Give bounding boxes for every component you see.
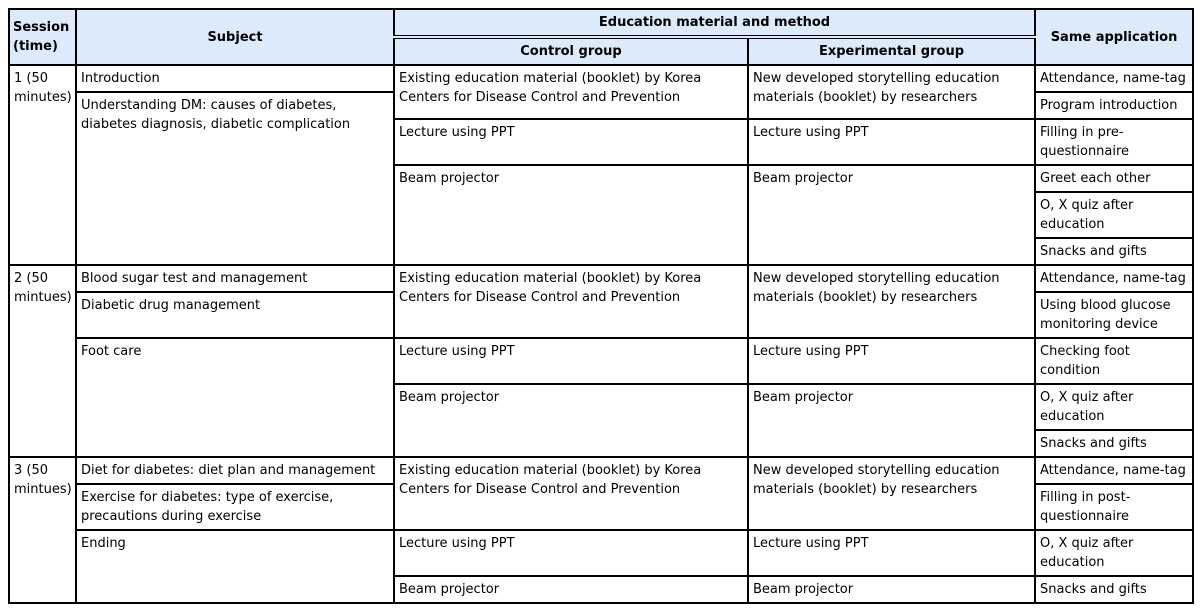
session-label: 1 (50 minutes) [9,65,76,265]
same-application-cell: Attendance, name-tag [1035,265,1193,292]
same-application-cell: Snacks and gifts [1035,430,1193,457]
control-equipment-cell: Beam projector [394,384,748,457]
table-row [9,530,1193,576]
subject-cell: Introduction [76,65,394,92]
same-application-cell: O, X quiz after education [1035,384,1193,430]
control-method-cell: Lecture using PPT [394,338,748,384]
subject-cell: Diabetic drug management [76,292,394,338]
experimental-material-cell: New developed storytelling education materials (booklet) by researchers [748,265,1035,338]
control-material-cell: Existing education material (booklet) by Korea Centers for Disease Control and Prevention [394,265,748,338]
control-material-cell: Existing education material (booklet) by Korea Centers for Disease Control and Prevention [394,65,748,119]
education-program-table [8,8,1194,604]
table-row [9,265,1193,292]
same-application-cell: Filling in post-questionnaire [1035,484,1193,530]
subject-cell: Blood sugar test and management [76,265,394,292]
control-equipment-cell: Beam projector [394,165,748,265]
table-row [9,457,1193,484]
experimental-equipment-cell: Beam projector [748,576,1035,603]
same-application-cell: O, X quiz after education [1035,192,1193,238]
control-method-cell: Lecture using PPT [394,530,748,576]
same-application-cell: Checking foot condition [1035,338,1193,384]
experimental-equipment-cell: Beam projector [748,165,1035,265]
table-body [9,65,1193,603]
table-row [9,65,1193,92]
experimental-method-cell: Lecture using PPT [748,119,1035,165]
table-row [9,338,1193,384]
control-equipment-cell: Beam projector [394,576,748,603]
same-application-cell: Greet each other [1035,165,1193,192]
same-application-cell: Snacks and gifts [1035,238,1193,265]
same-application-cell: Attendance, name-tag [1035,457,1193,484]
subject-cell: Ending [76,530,394,603]
session-label: 3 (50 mintues) [9,457,76,603]
control-method-cell: Lecture using PPT [394,119,748,165]
experimental-method-cell: Lecture using PPT [748,338,1035,384]
header-session: Session (time) [9,9,76,65]
experimental-method-cell: Lecture using PPT [748,530,1035,576]
subject-cell: Diet for diabetes: diet plan and management [76,457,394,484]
experimental-material-cell: New developed storytelling education materials (booklet) by researchers [748,65,1035,119]
subject-cell: Exercise for diabetes: type of exercise, precautions during exercise [76,484,394,530]
experimental-material-cell: New developed storytelling education materials (booklet) by researchers [748,457,1035,530]
same-application-cell: O, X quiz after education [1035,530,1193,576]
header-experimental-group: Experimental group [748,37,1035,65]
same-application-cell: Using blood glucose monitoring device [1035,292,1193,338]
control-material-cell: Existing education material (booklet) by Korea Centers for Disease Control and Prevention [394,457,748,530]
header-same-application: Same application [1035,9,1193,65]
header-control-group: Control group [394,37,748,65]
subject-cell: Foot care [76,338,394,457]
header-education-material: Education material and method [394,9,1035,37]
same-application-cell: Program introduction [1035,92,1193,119]
same-application-cell: Snacks and gifts [1035,576,1193,603]
table-header [9,9,1193,65]
experimental-equipment-cell: Beam projector [748,384,1035,457]
same-application-cell: Attendance, name-tag [1035,65,1193,92]
same-application-cell: Filling in pre-questionnaire [1035,119,1193,165]
session-label: 2 (50 mintues) [9,265,76,457]
subject-cell: Understanding DM: causes of diabetes, diabetes diagnosis, diabetic complication [76,92,394,265]
header-subject: Subject [76,9,394,65]
